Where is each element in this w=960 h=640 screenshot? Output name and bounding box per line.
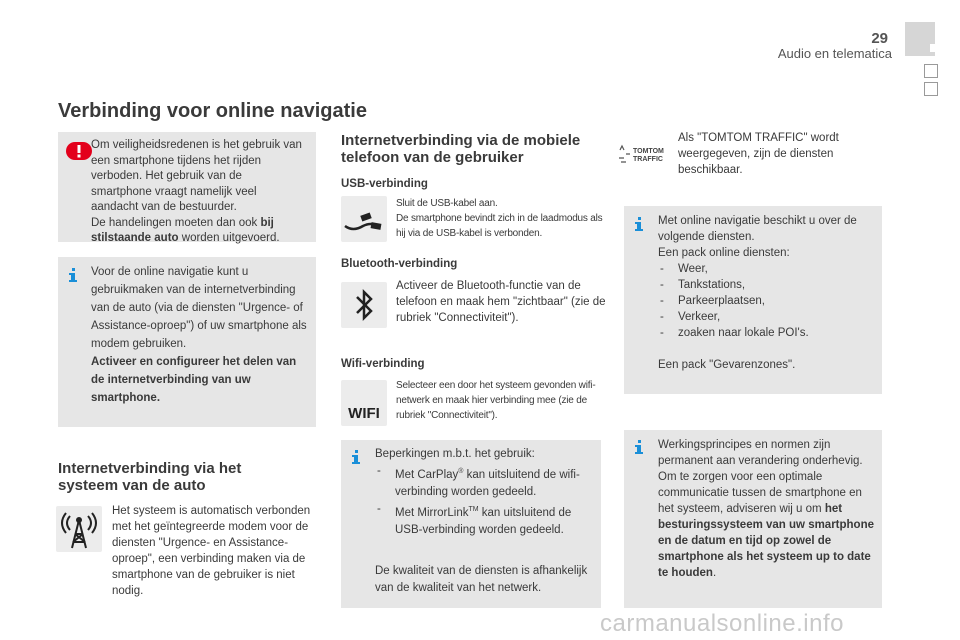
info-box-internet bbox=[58, 257, 316, 427]
info-box-services bbox=[624, 206, 882, 394]
limits-item: - Met MirrorLink™ kan uitsluitend de USB-verbinding worden gedeeld. bbox=[375, 501, 597, 539]
section-name: Audio en telematica bbox=[777, 46, 892, 61]
chapter-tab-box bbox=[924, 82, 938, 96]
phone-section-title: Internetverbinding via de mobiele telefoon van de gebruiker bbox=[341, 132, 581, 166]
info-text: Voor de online navigatie kunt u gebruikmaken van de internetverbinding van de auto (via de diensten "Urgence- of Assistance-oproep") of uw smartphone als modem gebruiken. Activeer en configureer het delen van de internetverbinding van uw smartphone. bbox=[91, 266, 307, 404]
usb-cable-icon bbox=[341, 196, 387, 242]
tomtom-traffic-icon bbox=[618, 144, 668, 164]
svg-text:WIFI: WIFI bbox=[348, 405, 380, 422]
chapter-tab-box bbox=[924, 64, 938, 78]
svg-text:TOMTOM: TOMTOM bbox=[633, 148, 664, 155]
tomtom-text: Als "TOMTOM TRAFFIC" wordt weergegeven, zijn de diensten beschikbaar. bbox=[678, 132, 839, 176]
bluetooth-heading: Bluetooth-verbinding bbox=[341, 258, 458, 270]
wifi-icon bbox=[341, 380, 387, 426]
svg-text:TRAFFIC: TRAFFIC bbox=[633, 156, 663, 163]
page-title: Verbinding voor online navigatie bbox=[58, 100, 367, 122]
limits-item: - Met CarPlay® kan uitsluitend de wifi-verbinding worden gedeeld. bbox=[375, 463, 597, 501]
warning-icon bbox=[66, 142, 92, 160]
page-number: 29 bbox=[871, 30, 888, 47]
info-icon bbox=[66, 268, 80, 282]
info-box-working-principles bbox=[624, 430, 882, 608]
info-icon bbox=[632, 440, 646, 454]
service-item: - Tankstations, bbox=[658, 277, 876, 293]
info-box-limits bbox=[341, 440, 601, 608]
service-item: - Verkeer, bbox=[658, 309, 876, 325]
limits-text: Beperkingen m.b.t. het gebruik: - Met CarPlay® kan uitsluitend de wifi-verbinding worden gedeeld. - Met MirrorLink™ kan uitsluitend de USB-verbinding worden gedeeld. De kwaliteit van de diensten is afhankelijk van de kwaliteit van het netwerk. bbox=[375, 446, 597, 597]
warning-text: Om veiligheidsredenen is het gebruik van een smartphone tijdens het rijden verboden. Het gebruik van de smartphone vraagt namelijk veel aandacht van de bestuurder. De handelingen moeten dan ook bij stilstaande auto worden uitgevoerd. bbox=[91, 139, 302, 244]
car-section-text: Het systeem is automatisch verbonden met het geïntegreerde modem voor de diensten "Urgence- en Assistance-oproep", een verbinding maken via de smartphone van de gebruiker is niet nodig. bbox=[112, 505, 311, 597]
bluetooth-icon bbox=[341, 282, 387, 328]
usb-heading: USB-verbinding bbox=[341, 178, 428, 190]
antenna-icon bbox=[56, 506, 102, 552]
watermark: carmanualsonline.info bbox=[600, 610, 844, 637]
warning-box bbox=[58, 132, 316, 242]
chapter-tab-marker bbox=[930, 44, 938, 52]
wifi-heading: Wifi-verbinding bbox=[341, 358, 425, 370]
info-icon bbox=[632, 217, 646, 231]
bluetooth-text: Activeer de Bluetooth-functie van de telefoon en maak hem "zichtbaar" (zie de rubriek "Connectiviteit"). bbox=[396, 280, 606, 324]
usb-text: Sluit de USB-kabel aan. De smartphone bevindt zich in de laadmodus als hij via de USB-kabel is verbonden. bbox=[396, 198, 603, 239]
info-icon bbox=[349, 450, 363, 464]
services-text: Met online navigatie beschikt u over de volgende diensten. Een pack online diensten: - Weer, - Tankstations, - Parkeerplaatsen, - Verkeer, - zoaken naar lokale POI's. Een pack "Gevarenzones". bbox=[658, 213, 876, 373]
working-text: Werkingsprincipes en normen zijn permanent aan verandering onderhevig. Om te zorgen voor een optimale communicatie tussen de smartphone en het systeem, adviseren wij u om het besturingssysteem van uw smartphone en de datum en tijd op zowel de smartphone als het systeem up to date te houden. bbox=[658, 439, 875, 579]
service-item: - Weer, bbox=[658, 261, 876, 277]
wifi-text: Selecteer een door het systeem gevonden wifi-netwerk en maak hier verbinding mee (zie de rubriek "Connectiviteit"). bbox=[396, 380, 596, 421]
service-item: - Parkeerplaatsen, bbox=[658, 293, 876, 309]
service-item: - zoaken naar lokale POI's. bbox=[658, 325, 876, 341]
car-section-title: Internetverbinding via het systeem van de auto bbox=[58, 460, 242, 494]
